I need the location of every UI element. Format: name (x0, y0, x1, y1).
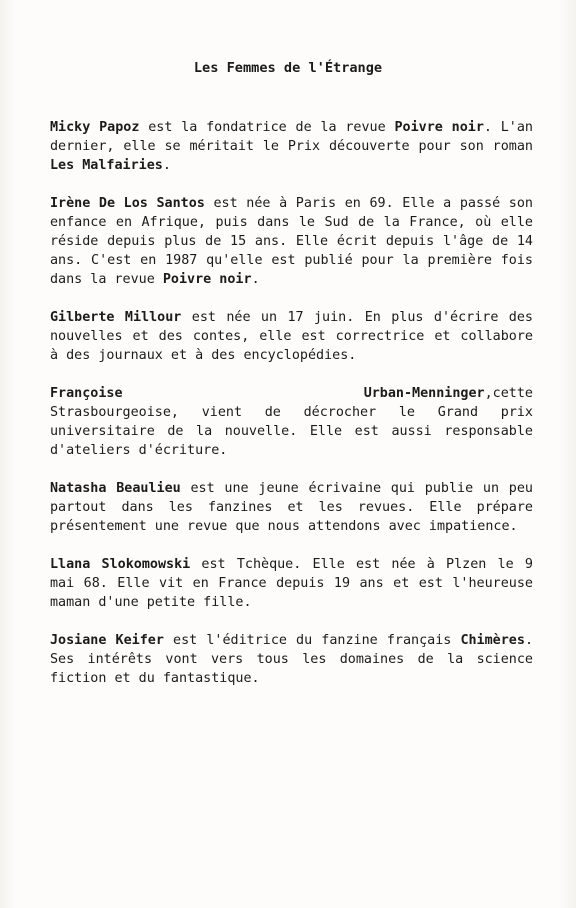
bio-text: est Tchèque. Elle est née à Plzen le 9 mai 68. Elle vit en France depuis 19 ans et est l'heureuse maman d'une petite fille. (50, 557, 533, 610)
bio-text: est l'éditrice du fanzine français (163, 633, 461, 648)
bio-text: est née un 17 juin. En plus d'écrire des nouvelles et des contes, elle est correctrice et collabore à des journaux et à des encyclopédies. (50, 310, 533, 363)
book-title: Les Malfairies (50, 158, 163, 173)
bio-natasha-beaulieu (50, 479, 533, 536)
bio-gilberte-millour (50, 308, 533, 365)
publication-title: Poivre noir (162, 272, 252, 287)
author-name: Irène De Los Santos (50, 196, 205, 211)
bio-text: Strasbourgeoise, vient de décrocher le Grand prix universitaire de la nouvelle. Elle est aussi responsable d'ateliers d'écriture. (50, 405, 533, 458)
author-name: Llana Slokomowski (50, 557, 191, 572)
author-first-name: Françoise (50, 386, 123, 401)
author-name: Gilberte Millour (50, 310, 182, 325)
bio-text: est la fondatrice de la revue (139, 120, 395, 135)
bio-first-line (50, 384, 533, 403)
bio-text: . (251, 272, 260, 287)
bio-llana-slokomowski (50, 555, 533, 612)
author-name: Josiane Keifer (50, 633, 164, 648)
bio-text: est née à Paris en 69. Elle a passé son enfance en Afrique, puis dans le Sud de la France, où elle réside depuis plus de 15 ans. Elle écrit depuis l'âge de 14 ans. C'est en 1987 qu'elle est publié pour la première fois dans la revue (50, 196, 533, 287)
bio-text: ,cette (484, 386, 533, 401)
publication-title: Chimères (460, 633, 525, 648)
bio-text: . (162, 158, 171, 173)
bio-josiane-keifer (50, 631, 533, 688)
bio-francoise-urban-menninger (50, 384, 533, 460)
bio-text: est une jeune écrivaine qui publie un peu partout dans les fanzines et les revues. Elle prépare présentement une revue que nous attendons avec impatience. (50, 481, 533, 534)
publication-title: Poivre noir (394, 120, 484, 135)
page-title: Les Femmes de l'Étrange (193, 60, 383, 76)
bio-micky-papoz (50, 118, 533, 175)
bio-irene-de-los-santos (50, 194, 533, 289)
author-name: Micky Papoz (50, 120, 140, 135)
author-last-name-group (364, 384, 533, 403)
author-name: Natasha Beaulieu (50, 481, 181, 496)
bio-text: . Ses intérêts vont vers tous les domaines de la science fiction et du fantastique. (50, 633, 533, 686)
author-last-name: Urban-Menninger (363, 386, 485, 401)
biographies (50, 118, 533, 707)
bio-text: . L'an dernier, elle se méritait le Prix découverte pour son roman (50, 120, 533, 154)
